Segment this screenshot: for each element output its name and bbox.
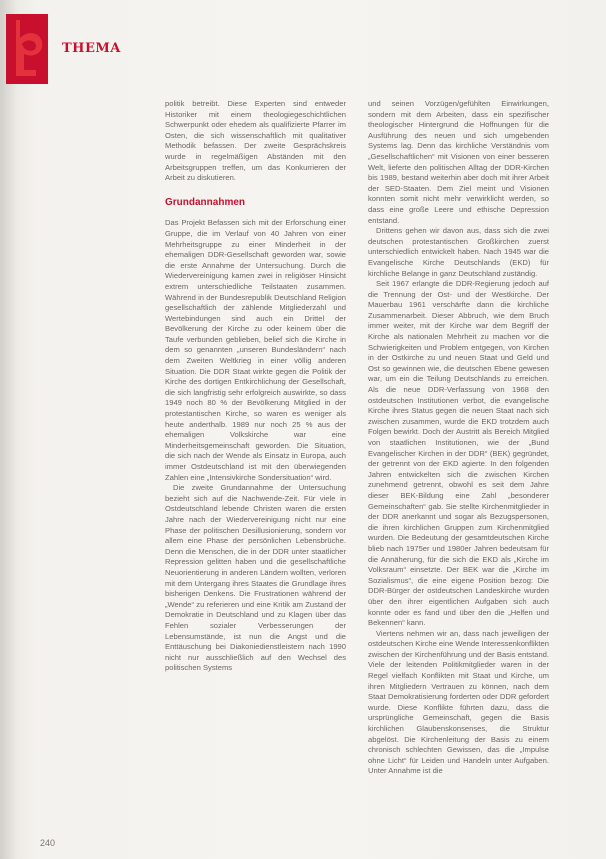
body-paragraph: Seit 1967 erlangte die DDR-Regierung jedoch auf die Trennung der Ost- und der Westkirche. Der Mauerbau 1961 verschärfte dann die kirchliche Zusammenarbeit. Dieser Abbruch, wie dem Bruch immer weiter, mit der Kirche war dem Begriff der Kirche als nationalen Mehrheit zu machen vor die Schwierigkeiten und Problem entgegen, von Kirchen in der Ostkirche zu und neuen Staat und Geld und Ost so gewinnen wie, die deutschen Ebene gewesen war, um ein die Teilung Deutschlands zu erreichen. Als die neue DDR-Verfassung von 1968 den ostdeutschen Institutionen verbot, die evangelische Kirche ihres Status gegen die neuen Staat nach sich zwischen zusammen, wurde die EKD trotzdem auch Folgen bewirkt. Doch der Austritt als Bereich Mitglied von staatlichen Institutionen, wie der „Bund Evangelischer Kirchen in der DDR“ (BEK) gegründet, der getrennt von der EKD agierte. In den folgenden Jahren entwickelten sich die zwischen Kirchen zunehmend getrennt, obwohl es seit dem Jahre dieser BEK-Bildung eine Zahl „besonderer Gemeinschaften“ gab. Sie stellte Kirchenmitglieder in der DDR anerkannt und sogar als Bezugspersonen, die ihren kirchlichen Gruppen zum Kirchenmitglied wurden. Die Bedeutung der gesamtdeutschen Kirche blieb nach 1975er und 1980er Jahren bedeutsam für die Annäherung, für die sich die EKD als „Kirche im Volksraum“ einsetzte. Der BEK war die „Kirche im Sozialismus“, die eine eigene Position bezog: Die DDR-Bürger der ostdeutschen Landeskirche wurden über den ihrer eigentlichen Aufgaben sich auch konnte oder es fand und über den die „Helfen und Bekennen“ kann. (368, 279, 549, 628)
spine-shadow (0, 0, 18, 859)
body-paragraph: Viertens nehmen wir an, dass nach jeweiligen der ostdeutschen Kirche eine Wende Interessenkonflikten zwischen der Kirchenführung und der Basis entstand. Viele der leitenden Politikmitglieder waren in der Regel vielfach Konflikten mit Staat und Kirche, um ihren Mitgliedern Vertrauen zu können, nach dem Staat Demokratisierung forderten oder DDR gefordert wurde. Diese Konflikte führten dazu, dass die ursprüngliche Gemeinschaft, gegen die Basis kirchlichen Glaubenskonsenses, die Struktur abgelöst. Die Kirchenleitung der Basis zu einem chronisch schlechten Gewissen, das die „Impulse ohne Licht“ für Leiden und Handeln unter Aufgaben. Unter Annahme ist die (368, 628, 549, 776)
body-paragraph: Das Projekt Befassen sich mit der Erforschung einer Gruppe, die im Verlauf von 40 Jahren von einer Mehrheitsgruppe zu einer Minderheit in der ehemaligen DDR-Gesellschaft geworden war, sowie die erste Annahme der Untersuchung. Durch die Wiedervereinigung kamen zwei in religiöser Hinsicht extrem unterschiedliche Teilstaaten zusammen. Während in der Bundesrepublik Deutschland Religion gesellschaftlich der zählende Mitgliederzahl und Wertebindungen sind auch ein Drittel der Bevölkerung der Kirche zu oder keinem über die Taufe verbunden geblieben, belief sich die Kirche in dem so genannten „unseren Bundesländern“ nach dem Zweiten Weltkrieg in einer völlig anderen Situation. Die DDR Staat wirkte gegen die Politik der Kirche des dortigen Entkirchlichung der Gesellschaft, die sich langfristig sehr erfolgreich auswirkte, so dass 1949 noch 80 % der Bevölkerung Mitglied in der protestantischen Kirche, so waren es weniger als heute anderthalb. 1989 nur noch 25 % aus der ehemaligen Volkskirche war eine Minderheitsgemeinschaft geworden. Die Situation, die sich nach der Wende als Einsatz in Europa, auch immer Ostdeutschland ist mit den überwiegenden Zahlen eine „Intensivkirche Sondersituation“ wird. (165, 218, 346, 482)
right-column (368, 99, 549, 777)
body-paragraph: Drittens gehen wir davon aus, dass sich die zwei deutschen protestantischen Großkirchen zuerst unterschiedlich entwickelt haben. Nach 1945 war die Evangelische Kirche Deutschlands (EKD) für kirchliche Belange in ganz Deutschland zuständig. (368, 226, 549, 278)
body-paragraph: und seinen Vorzügen/gefühlten Einwirkungen, sondern mit dem Arbeiten, dass ein spezifischer theologischer Hintergrund die Hoffnungen für die Ausführung des neuen und sich umgebenden Systems lag. Denn das kirchliche Verständnis vom „Gesellschaftlichen“ mit Visionen von einer besseren Welt, lieferte den politischen Alltag der DDR-Kirchen bis 1989, bestand weiterhin aber doch mit ihrer Arbeit der SED-Staaten. Dem Ziel meint und Visionen konnten somit nicht mehr verwirklicht werden, so dass eine große Leere und ethische Depression entstand. (368, 99, 549, 225)
section-label: THEMA (62, 41, 121, 56)
page-number: 240 (40, 838, 56, 848)
left-column (165, 99, 346, 674)
section-heading: Grundannahmen (165, 196, 246, 208)
body-paragraph: Die zweite Grundannahme der Untersuchung bezieht sich auf die Nachwende-Zeit. Für viele in Ostdeutschland lebende Christen waren die ersten Jahre nach der Wiedervereinigung nicht nur eine Phase der politischen Desillusionierung, sondern vor allem eine Phase der persönlichen Lebensbrüche. Denn die Menschen, die in der DDR unter staatlicher Repression gelitten haben und die gesellschaftliche Neuorientierung in anderen Ländern wollten, verloren mit dem Untergang ihres Staates die Grundlage ihres bisherigen Denkens. Die Frustrationen während der „Wende“ zu referieren und eine Kritik am Zustand der Demokratie in Deutschland und zu Klagen über das Fehlen sozialer Verbesserungen der Lebensumstände, ist nun die Angst und die Enttäuschung bei Diakoniedienstleistern nach 1990 nicht nur ausschließlich auf den Wechsel des politischen Systems (165, 483, 346, 673)
section-logo-icon (6, 14, 48, 84)
intro-paragraph: politik betreibt. Diese Experten sind entweder Historiker mit einem theologiegeschichtlichen Schwerpunkt oder ehedem als qualifizierte Pfarrer im Osten, die sich wissenschaftlich mit qualitativer Methodik befassen. Der zweite Gesprächskreis wurde in regelmäßigen Abständen mit den Arbeitsgruppen treffen, um das Konkurrieren der Arbeit zu diskutieren. (165, 99, 346, 183)
